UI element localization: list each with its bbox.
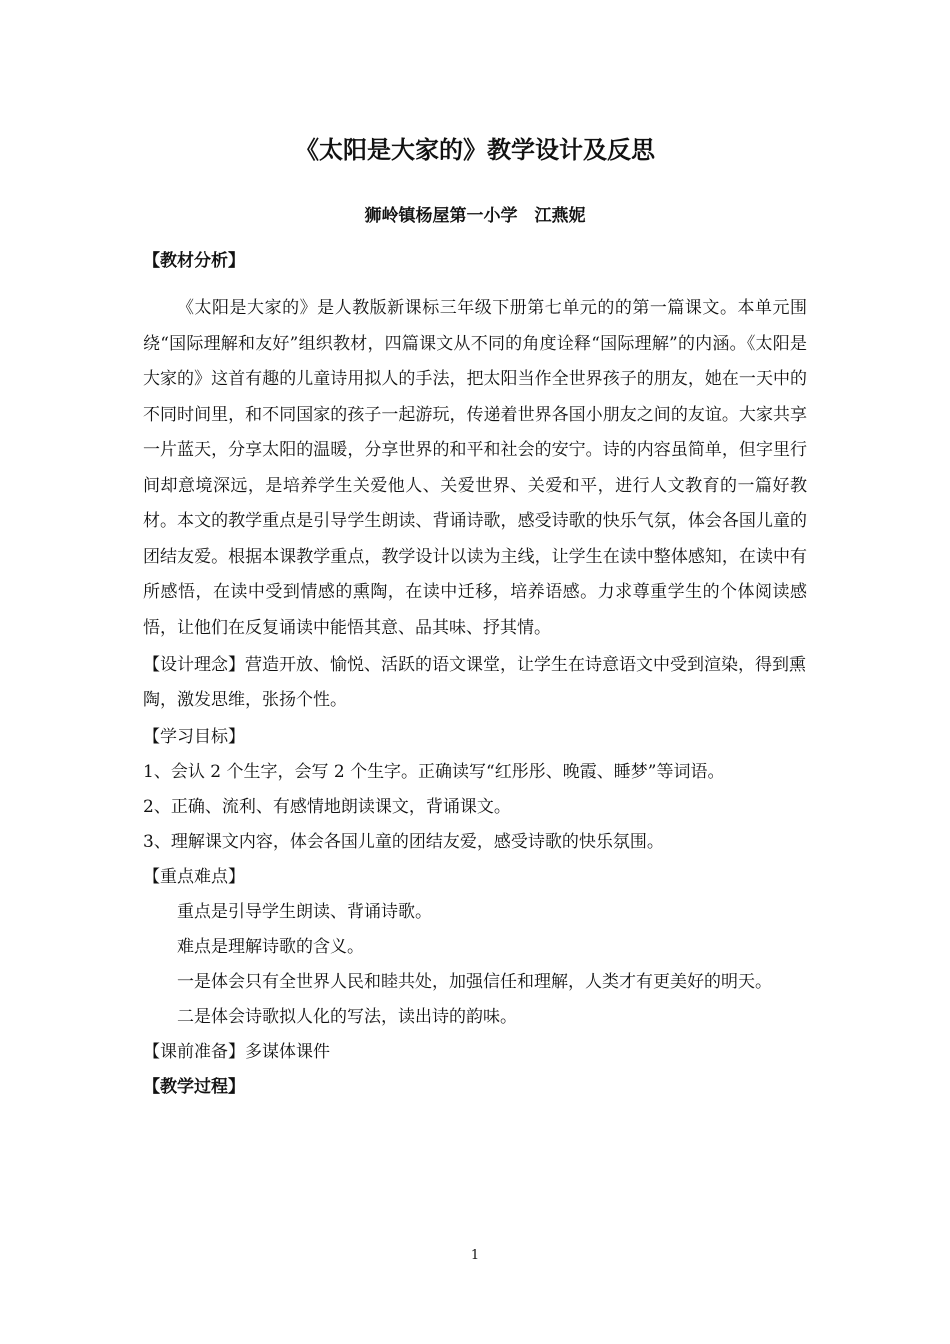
prep-text: 多谋体课件 [245, 1042, 330, 1062]
key-point-1: 重点是引导学生朗读、背诵诗歌。 [177, 902, 432, 922]
key-point-4: 二是体会诗歌拟人化的写法，读出诗的韵味。 [177, 1007, 517, 1027]
analysis-heading: 【教材分析】 [143, 251, 245, 271]
key-heading: 【重点难点】 [143, 867, 245, 887]
key-point-2: 难点是理解诗歌的含义。 [177, 937, 364, 957]
goal-item-2: 2、正确、流利、有感情地朗读课文，背诵课文。 [143, 797, 511, 817]
author-line: 狮岭镇杨屋第一小学 江燕妮 [364, 206, 586, 226]
document-body [143, 130, 807, 1105]
prep-heading: 【课前准备】 [143, 1042, 245, 1062]
process-heading: 【教学过程】 [143, 1077, 245, 1097]
concept-text: 营造开放、愉悦、活跃的语文课堂，让学生在诗意语文中受到渲染，得到熏陶，激发思维，张扬个性。 [143, 655, 806, 710]
prep-line [143, 1035, 807, 1070]
concept-line [143, 648, 807, 718]
analysis-paragraph: 《太阳是大家的》是人教版新课标三年级下册第七单元的的第一篇课文。本单元围绕“国际理解和友好”组织教材，四篇课文从不同的角度诠释“国际理解”的内涵。《太阳是大家的》这首有趣的儿童诗用拟人的手法，把太阳当作全世界孩子的朋友，她在一天中的不同时间里，和不同国家的孩子一起游玩，传递着世界各国小朋友之间的友谊。大家共享一片蓝天，分享太阳的温暖，分享世界的和平和社会的安宁。诗的内容虽简单，但字里行间却意境深远，是培养学生关爱他人、关爱世界、关爱和平，进行人文教育的一篇好教材。本文的教学重点是引导学生朗读、背诵诗歌，感受诗歌的快乐气氛，体会各国儿童的团结友爱。根据本课教学重点，教学设计以读为主线，让学生在读中整体感知，在读中有所感悟，在读中受到情感的熏陶，在读中迁移，培养语感。力求尊重学生的个体阅读感悟，让他们在反复诵读中能悟其意、品其味、抒其情。 [143, 298, 807, 638]
goal-item-1: 1、会认 2 个生字，会写 2 个生字。正确读写“红彤彤、晚霞、睡梦”等词语。 [143, 762, 725, 782]
concept-heading: 【设计理念】 [143, 655, 245, 675]
document-title: 《太阳是大家的》教学设计及反思 [295, 136, 655, 164]
key-point-3: 一是体会只有全世界人民和睦共处，加强信任和理解，人类才有更美好的明天。 [177, 972, 772, 992]
goal-item-3: 3、理解课文内容，体会各国儿童的团结友爱，感受诗歌的快乐氛围。 [143, 832, 664, 852]
page-number: 1 [470, 1248, 480, 1263]
goals-heading: 【学习目标】 [143, 727, 245, 747]
